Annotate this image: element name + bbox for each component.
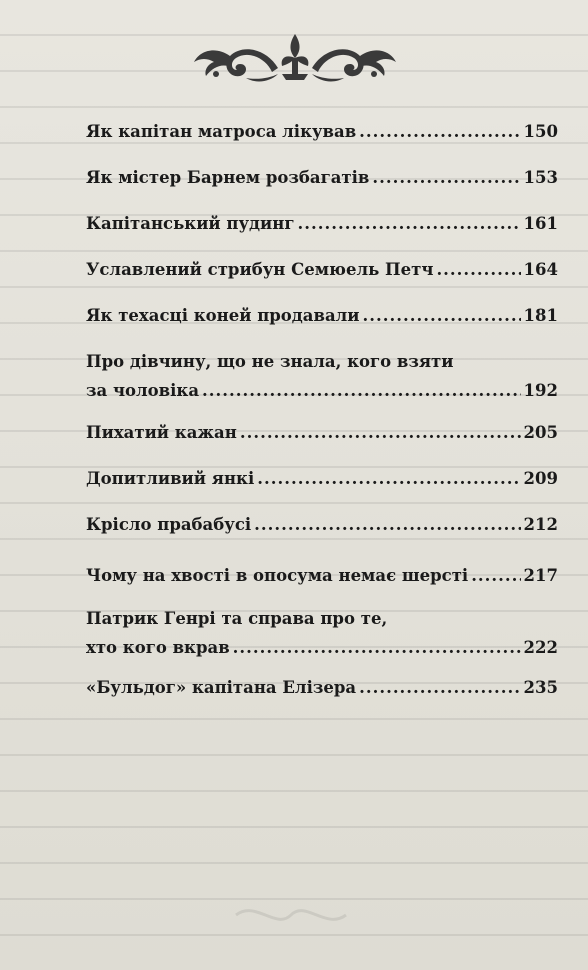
- toc-entry-title: за чоловіка: [86, 381, 200, 400]
- toc-entry-page: 235: [523, 678, 558, 697]
- toc-entry-title: Чому на хвості в опосума немає шерсті: [86, 566, 469, 585]
- floral-ornament-icon: [186, 28, 404, 90]
- toc-entry-page: 217: [523, 566, 558, 585]
- toc-entry[interactable]: [86, 513, 558, 537]
- toc-entry[interactable]: [86, 421, 558, 445]
- toc-entry-title: Пихатий кажан: [86, 423, 237, 442]
- toc-entry[interactable]: [86, 467, 558, 491]
- dot-leader: [359, 676, 520, 700]
- toc-entry-page: 161: [523, 214, 558, 233]
- toc-entry-title: Як містер Барнем розбагатів: [86, 168, 370, 187]
- dot-leader: [240, 421, 521, 445]
- dot-leader: [363, 304, 521, 328]
- toc-entry-title: Як техасці коней продавали: [86, 306, 360, 325]
- toc-entry-title-line: Патрик Генрі та справа про те,: [86, 609, 388, 628]
- toc-entry[interactable]: [86, 350, 558, 403]
- dot-leader: [436, 258, 520, 282]
- dot-leader: [471, 564, 520, 588]
- dot-leader: [254, 513, 520, 537]
- toc-entry-title-line: Про дівчину, що не знала, кого взяти: [86, 352, 454, 371]
- toc-entry-page: 150: [523, 122, 558, 141]
- dot-leader: [359, 120, 520, 144]
- toc-entry-page: 212: [523, 515, 558, 534]
- toc-entry[interactable]: [86, 564, 558, 588]
- toc-entry-title: Допитливий янкі: [86, 469, 255, 488]
- toc-entry-title: хто кого вкрав: [86, 638, 230, 657]
- toc-entry-page: 209: [523, 469, 558, 488]
- toc-entry[interactable]: [86, 304, 558, 328]
- toc-entry-page: 164: [523, 260, 558, 279]
- toc-entry-title: Капітанський пудинг: [86, 214, 295, 233]
- toc-entry-title: «Бульдог» капітана Елізера: [86, 678, 357, 697]
- dot-leader: [297, 212, 520, 236]
- dot-leader: [372, 166, 520, 190]
- toc-entry-page: 222: [523, 638, 558, 657]
- toc-entry[interactable]: [86, 120, 558, 144]
- toc-entry[interactable]: [86, 212, 558, 236]
- toc-entry-title: Як капітан матроса лікував: [86, 122, 357, 141]
- toc-entry[interactable]: [86, 607, 558, 660]
- toc-entry[interactable]: [86, 166, 558, 190]
- dot-leader: [257, 467, 520, 491]
- toc-entry-page: 153: [523, 168, 558, 187]
- toc-entry[interactable]: [86, 258, 558, 282]
- toc-entry-page: 181: [523, 306, 558, 325]
- faint-show-through-ornament-icon: [226, 900, 356, 930]
- dot-leader: [202, 379, 521, 403]
- toc-entry-page: 205: [523, 423, 558, 442]
- toc-entry-title: Крісло прабабусі: [86, 515, 252, 534]
- toc-entry[interactable]: [86, 676, 558, 700]
- toc-entry-title: Уславлений стрибун Семюель Петч: [86, 260, 434, 279]
- dot-leader: [233, 636, 521, 660]
- toc-entry-page: 192: [523, 381, 558, 400]
